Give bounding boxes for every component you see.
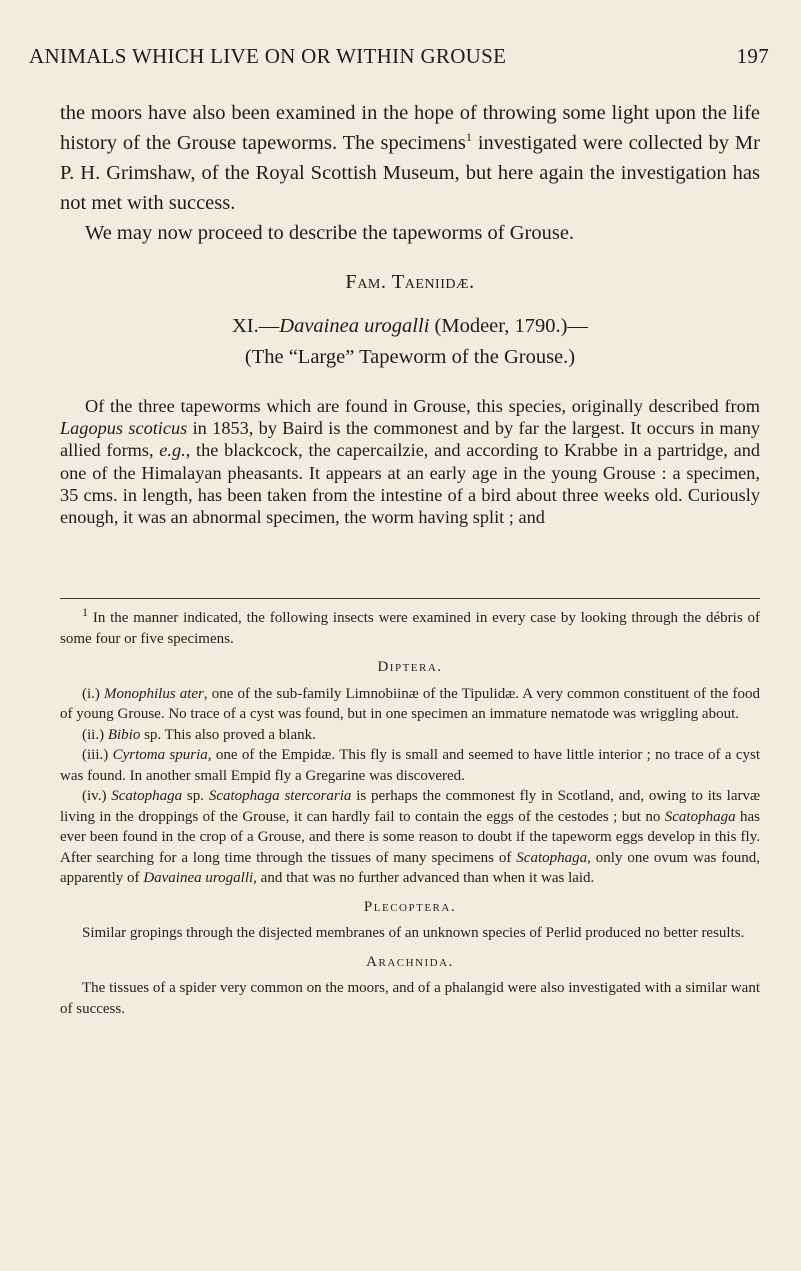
species-authority: (Modeer, 1790.)— [429,315,588,337]
text-run: , only one ovum was found, apparently of [60,849,760,886]
footnote-item: Similar gropings through the disjected membranes of an unknown species of Perlid produced no better results. [82,925,745,941]
plecoptera-heading: Plecoptera. [363,898,457,915]
paragraph: We may now proceed to describe the tapeworms of Grouse. [85,222,575,244]
running-title: ANIMALS WHICH LIVE ON OR WITHIN GROUSE [29,44,507,68]
footnote-intro [60,605,760,649]
text-run: is perhaps the commonest fly in Scotland, and, owing to its larvæ living in the droppings of the Grouse, it can hardly fail to contain the eggs of the cestodes ; but no [60,788,761,825]
species-name: Davainea urogalli [279,315,430,337]
text-run: , and that was no further advanced than when it was laid. [253,870,595,886]
text-run: sp. [182,788,209,804]
text-run: , the blackcock, the capercailzie, and according to Krabbe in a partridge, and one of the Himalayan pheasants. It appears at an early age in the young Grouse : a specimen, 35 cms. in length, has been taken from the intestine of a bird about three weeks old. Curiously enough, it was an abnormal specimen, the worm having split ; and [60,440,760,528]
text-run: the moors have also been examined in the hope of throwing some light upon the life history of the Grouse tapeworms. The specimens [60,102,760,154]
footnote [60,605,761,1019]
footnote-item [60,684,760,725]
species-name: Lagopus scoticus [60,418,188,439]
species-name: Scatophaga [664,808,736,825]
text-run: In the manner indicated, the following insects were examined in every case by looking through the débris of some four or five specimens. [60,610,760,647]
footnote-marker: 1 [82,605,88,619]
page-number: 197 [736,44,769,68]
family-heading: Fam. Taeniidæ. [345,271,475,293]
footnote-item [60,786,760,889]
text-run: in 1853, by Baird is the commonest and by far the largest. It occurs in many allied forms, [60,418,761,461]
species-name: Cyrtoma spuria [112,747,208,763]
species-name: Scatophaga stercoraria [208,788,352,804]
item-number: (iii.) [82,747,113,763]
arachnida-heading: Arachnida. [366,953,454,970]
species-name: Scatophaga [111,788,183,804]
item-number: (i.) [82,685,104,702]
footnote-item [60,745,760,786]
species-number: XI.— [232,315,280,337]
text-run: Of the three tapeworms which are found in Grouse, this species, originally described from [85,396,760,416]
footnote-item [60,725,760,746]
footnote-divider [60,598,760,599]
diptera-heading: Diptera. [377,659,443,675]
species-description [60,395,760,528]
item-number: (iv.) [82,788,112,804]
text-run: , one of the Empidæ. This fly is small and seemed to have little interior ; no trace of a cyst was found. In another small Empid fly a Gregarine was discovered. [60,747,760,784]
text-run: has ever been found in the crop of a Grouse, and there is some reason to doubt if the tapeworm eggs develop in this fly. After searching for a long time through the tissues of many specimens of [60,808,760,866]
species-heading [60,311,760,342]
abbreviation: e.g. [159,440,186,461]
species-name: Bibio [107,726,141,743]
species-name: Monophilus ater [103,685,204,702]
item-number: (ii.) [82,726,108,743]
paragraph [60,395,760,528]
footnote-item: The tissues of a spider very common on the moors, and of a phalangid were also investigated with a similar want of success. [60,980,760,1017]
text-run: investigated were collected by Mr P. H. Grimshaw, of the Royal Scottish Museum, but here again the investigation has not met with success. [60,132,760,214]
species-name: Scatophaga [516,849,588,866]
paragraph-continued [60,98,760,218]
footnote-marker: 1 [465,130,472,145]
text-run: , one of the sub-family Limnobiinæ of the Tipulidæ. A very common constituent of the food of young Grouse. No trace of a cyst was found, but in one specimen an immature nematode was wriggling about. [60,685,760,722]
species-name: Davainea urogalli [143,870,254,886]
text-run: sp. This also proved a blank. [140,726,316,743]
main-text [60,98,760,373]
species-common-name: (The “Large” Tapeworm of the Grouse.) [244,346,576,368]
